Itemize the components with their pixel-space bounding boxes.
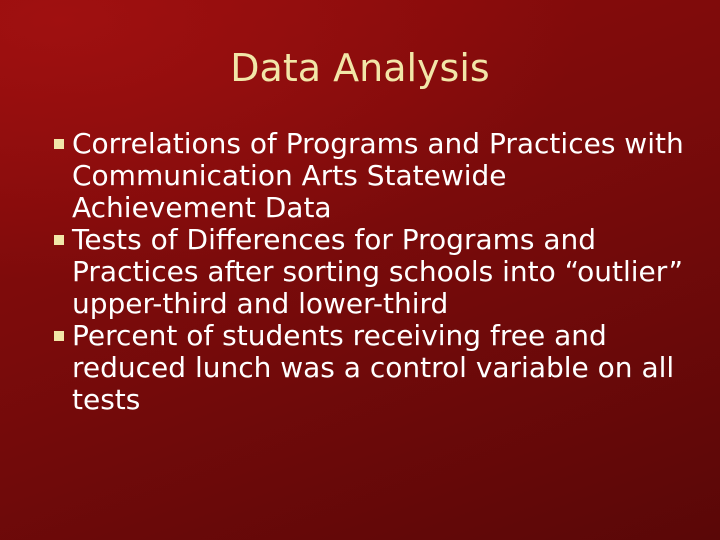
square-bullet-icon [54, 235, 64, 245]
slide-title: Data Analysis [230, 46, 490, 90]
square-bullet-icon [54, 331, 64, 341]
bullet-item [54, 224, 684, 320]
bullet-text: Correlations of Programs and Practices with Communication Arts Statewide Achievement Data [72, 127, 684, 224]
square-bullet-icon [54, 139, 64, 149]
bullet-text: Percent of students receiving free and reduced lunch was a control variable on all tests [72, 319, 675, 416]
bullet-item [54, 128, 684, 224]
bullet-list [54, 128, 684, 416]
bullet-text: Tests of Differences for Programs and Practices after sorting schools into “outlier” upper-third and lower-third [72, 223, 683, 320]
bullet-item [54, 320, 684, 416]
